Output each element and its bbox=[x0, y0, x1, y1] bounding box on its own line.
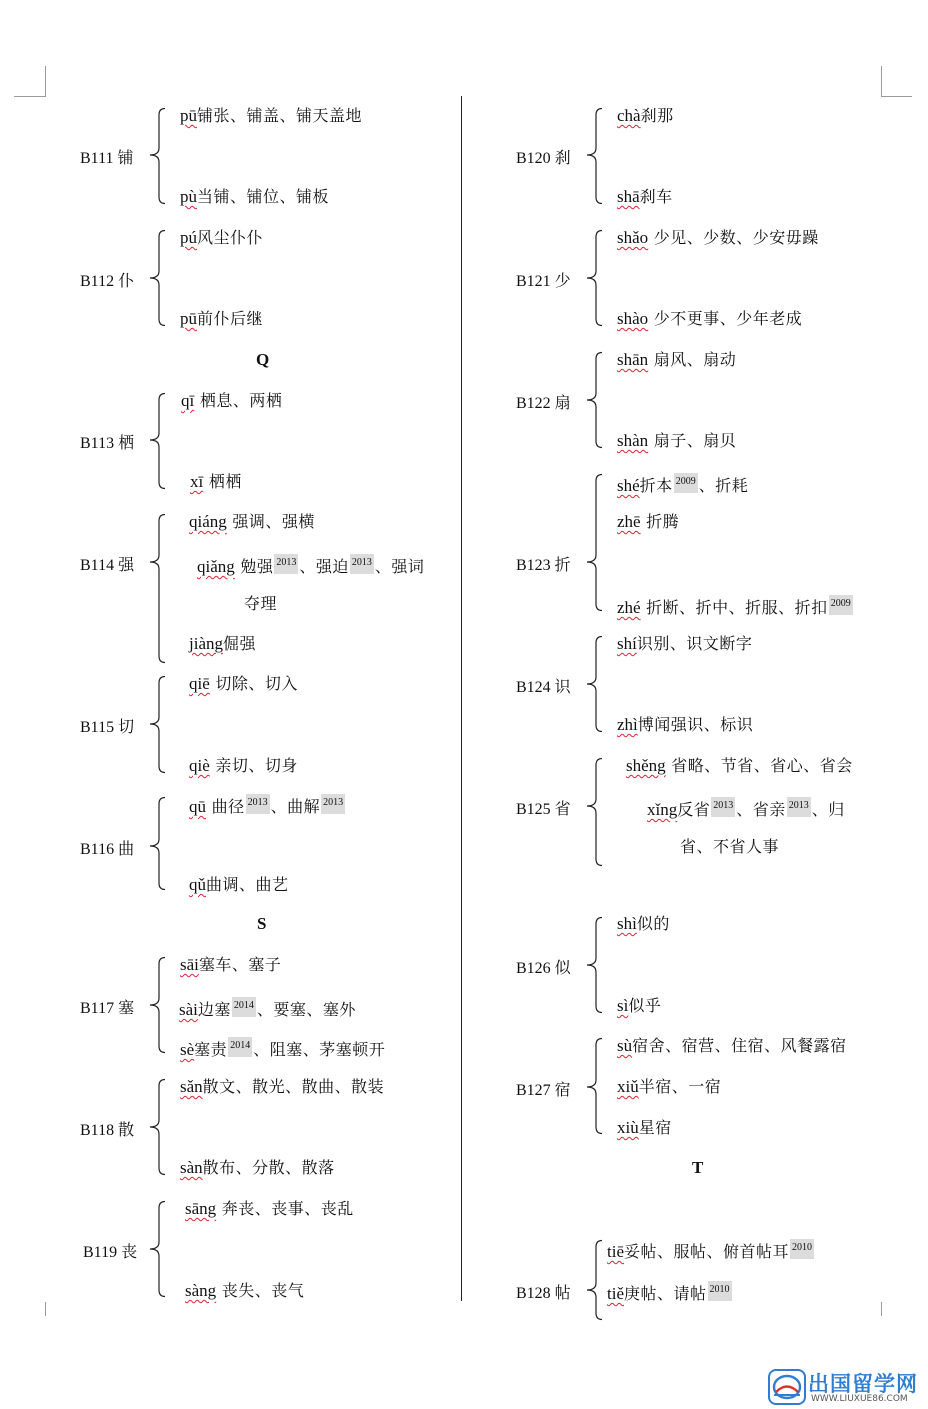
curly-brace-icon bbox=[148, 230, 166, 326]
reading-line bbox=[617, 634, 752, 654]
pinyin-reading: qī bbox=[181, 391, 195, 410]
example-words: 博闻强识、标识 bbox=[637, 715, 754, 734]
reading-line bbox=[617, 350, 736, 370]
example-words: 反省 bbox=[677, 800, 711, 819]
example-words: 亲切、切身 bbox=[209, 756, 298, 775]
example-words: 曲调、曲艺 bbox=[206, 875, 289, 894]
pinyin-reading: sài bbox=[179, 1000, 198, 1019]
example-words: 当铺、铺位、铺板 bbox=[197, 187, 330, 206]
example-words: 、省亲 bbox=[736, 800, 786, 819]
example-words: 前仆后继 bbox=[197, 309, 264, 328]
reading-line bbox=[617, 1077, 721, 1097]
pinyin-reading: sù bbox=[617, 1036, 633, 1055]
example-words: 塞责 bbox=[194, 1040, 228, 1059]
example-words: 、阻塞、茅塞顿开 bbox=[253, 1040, 386, 1059]
curly-brace-icon bbox=[585, 758, 603, 866]
reading-line bbox=[617, 914, 670, 934]
example-words: 省、不省人事 bbox=[680, 837, 780, 856]
exam-year-badge: 2013 bbox=[350, 554, 374, 574]
pinyin-reading: shào bbox=[617, 309, 649, 328]
entry-code: B122 扇 bbox=[516, 395, 571, 412]
example-words: 折断、折中、折服、折扣 bbox=[640, 598, 828, 617]
example-words: 铺张、铺盖、铺天盖地 bbox=[197, 106, 363, 125]
pinyin-reading: shān bbox=[617, 350, 649, 369]
example-words: 夺理 bbox=[244, 594, 278, 613]
pinyin-reading: pú bbox=[180, 228, 197, 247]
pinyin-reading: xiǔ bbox=[617, 1077, 639, 1096]
pinyin-reading: qiè bbox=[189, 756, 210, 775]
pinyin-reading: tiě bbox=[607, 1284, 624, 1303]
example-words: 塞车、塞子 bbox=[198, 955, 282, 974]
pinyin-reading: shì bbox=[617, 914, 637, 933]
curly-brace-icon bbox=[148, 108, 166, 204]
pinyin-reading: shàn bbox=[617, 431, 649, 450]
reading-line bbox=[180, 1077, 384, 1097]
pinyin-reading: qiǎng bbox=[197, 557, 235, 576]
entry-code: B128 帖 bbox=[516, 1285, 571, 1302]
entry-code: B123 折 bbox=[516, 557, 571, 574]
example-words: 栖栖 bbox=[203, 472, 242, 491]
example-words: 勉强 bbox=[234, 557, 274, 576]
example-words: 切除、切入 bbox=[209, 674, 298, 693]
reading-line bbox=[617, 996, 661, 1016]
crop-mark-top-right-h bbox=[881, 96, 912, 97]
crop-mark-bottom-right-v bbox=[881, 1302, 882, 1316]
entry-code: B116 曲 bbox=[80, 841, 135, 858]
reading-line bbox=[180, 955, 281, 975]
example-words: 散文、散光、散曲、散装 bbox=[202, 1077, 385, 1096]
reading-line bbox=[189, 512, 315, 532]
pinyin-reading: pū bbox=[180, 309, 197, 328]
pinyin-reading: xǐng bbox=[647, 800, 678, 819]
curly-brace-icon bbox=[585, 636, 603, 732]
pinyin-reading: xī bbox=[190, 472, 204, 491]
pinyin-reading: sāi bbox=[180, 955, 199, 974]
pinyin-reading: tiē bbox=[607, 1242, 624, 1261]
curly-brace-icon bbox=[148, 514, 166, 663]
example-words: 奔丧、丧事、丧乱 bbox=[216, 1199, 354, 1218]
example-words: 丧失、丧气 bbox=[216, 1281, 305, 1300]
reading-line bbox=[617, 1118, 672, 1138]
pinyin-reading: sàn bbox=[180, 1158, 203, 1177]
reading-line bbox=[607, 1280, 733, 1304]
example-words: 半宿、一宿 bbox=[638, 1077, 722, 1096]
example-words: 庚帖、请帖 bbox=[624, 1284, 707, 1303]
pinyin-reading: sàng bbox=[185, 1281, 217, 1300]
entry-code: B120 刹 bbox=[516, 150, 571, 167]
exam-year-badge: 2014 bbox=[232, 997, 256, 1017]
example-words: 、强词 bbox=[374, 557, 425, 576]
pinyin-reading: qiáng bbox=[189, 512, 227, 531]
example-words: 扇风、扇动 bbox=[648, 350, 737, 369]
pinyin-reading: zhì bbox=[617, 715, 638, 734]
example-words: 省略、节省、省心、省会 bbox=[665, 756, 853, 775]
curly-brace-icon bbox=[585, 1240, 603, 1320]
example-words: 边塞 bbox=[197, 1000, 231, 1019]
exam-year-badge: 2009 bbox=[674, 473, 698, 493]
example-words: 、强迫 bbox=[299, 557, 349, 576]
curly-brace-icon bbox=[585, 474, 603, 611]
reading-line bbox=[180, 228, 263, 248]
reading-line bbox=[180, 309, 263, 329]
reading-line bbox=[617, 512, 679, 532]
column-divider bbox=[461, 96, 462, 1301]
pinyin-reading: qǔ bbox=[189, 875, 206, 894]
example-words: 倔强 bbox=[223, 634, 257, 653]
example-words: 宿舍、宿营、住宿、风餐露宿 bbox=[632, 1036, 847, 1055]
exam-year-badge: 2009 bbox=[829, 595, 853, 615]
example-words: 、曲解 bbox=[270, 797, 321, 816]
entry-code: B125 省 bbox=[516, 801, 571, 818]
exam-year-badge: 2010 bbox=[790, 1239, 814, 1259]
reading-line bbox=[617, 431, 736, 451]
reading-line bbox=[617, 106, 674, 126]
curly-brace-icon bbox=[585, 1038, 603, 1134]
reading-line bbox=[617, 594, 854, 618]
entry-code: B118 散 bbox=[80, 1122, 135, 1139]
curly-brace-icon bbox=[585, 108, 603, 204]
pinyin-reading: shǎo bbox=[617, 228, 649, 247]
reading-line bbox=[189, 634, 256, 654]
section-heading-s: S bbox=[257, 914, 267, 933]
example-words: 星宿 bbox=[638, 1118, 672, 1137]
example-words: 妥帖、服帖、俯首帖耳 bbox=[624, 1242, 790, 1261]
example-words: 刹那 bbox=[640, 106, 674, 125]
reading-line bbox=[181, 391, 282, 411]
exam-year-badge: 2013 bbox=[246, 794, 270, 814]
reading-line bbox=[626, 756, 853, 776]
example-words: 似的 bbox=[636, 914, 670, 933]
exam-year-badge: 2013 bbox=[274, 554, 298, 574]
example-words: 少见、少数、少安毋躁 bbox=[648, 228, 819, 247]
watermark-title: 出国留学网 bbox=[808, 1372, 918, 1396]
exam-year-badge: 2014 bbox=[228, 1037, 252, 1057]
reading-line bbox=[189, 756, 298, 776]
globe-logo-icon bbox=[768, 1368, 806, 1406]
reading-line bbox=[180, 1158, 335, 1178]
entry-code: B126 似 bbox=[516, 960, 571, 977]
pinyin-reading: shā bbox=[617, 187, 640, 206]
pinyin-reading: qiē bbox=[189, 674, 210, 693]
entry-code: B119 丧 bbox=[83, 1244, 138, 1261]
example-words: 折本 bbox=[639, 476, 673, 495]
pinyin-reading: jiàng bbox=[189, 634, 223, 653]
section-heading-t: T bbox=[692, 1158, 704, 1177]
entry-code: B112 仆 bbox=[80, 273, 135, 290]
curly-brace-icon bbox=[585, 352, 603, 448]
pinyin-reading: shěng bbox=[626, 756, 666, 775]
crop-mark-top-left-h bbox=[14, 96, 45, 97]
entry-code: B111 铺 bbox=[80, 150, 134, 167]
pinyin-reading: sāng bbox=[185, 1199, 217, 1218]
curly-brace-icon bbox=[148, 393, 166, 489]
exam-year-badge: 2013 bbox=[321, 794, 345, 814]
entry-code: B114 强 bbox=[80, 557, 135, 574]
example-words: 少不更事、少年老成 bbox=[648, 309, 803, 328]
section-heading-q: Q bbox=[256, 350, 270, 369]
example-words: 识别、识文断字 bbox=[636, 634, 753, 653]
entry-code: B113 栖 bbox=[80, 435, 135, 452]
reading-line bbox=[189, 674, 298, 694]
reading-line bbox=[180, 106, 362, 126]
curly-brace-icon bbox=[585, 917, 603, 1013]
example-words: 折腾 bbox=[640, 512, 680, 531]
curly-brace-icon bbox=[148, 1201, 166, 1297]
crop-mark-bottom-left-v bbox=[45, 1302, 46, 1316]
example-words: 散布、分散、散落 bbox=[202, 1158, 335, 1177]
pinyin-reading: pū bbox=[180, 106, 197, 125]
reading-line bbox=[680, 837, 779, 857]
exam-year-badge: 2013 bbox=[787, 797, 811, 817]
pinyin-reading: shé bbox=[617, 476, 640, 495]
watermark bbox=[768, 1368, 926, 1406]
crop-mark-top-left-v bbox=[45, 66, 46, 97]
pinyin-reading: sǎn bbox=[180, 1077, 203, 1096]
pinyin-reading: zhē bbox=[617, 512, 641, 531]
reading-line bbox=[197, 553, 424, 577]
curly-brace-icon bbox=[148, 797, 166, 890]
example-words: 、要塞、塞外 bbox=[256, 1000, 356, 1019]
example-words: 、归 bbox=[811, 800, 845, 819]
example-words: 、折耗 bbox=[698, 476, 749, 495]
example-words: 扇子、扇贝 bbox=[648, 431, 737, 450]
example-words: 风尘仆仆 bbox=[197, 228, 264, 247]
pinyin-reading: sì bbox=[617, 996, 629, 1015]
reading-line bbox=[617, 187, 673, 207]
entry-code: B124 识 bbox=[516, 679, 571, 696]
reading-line bbox=[179, 996, 356, 1020]
reading-line bbox=[190, 472, 242, 492]
reading-line bbox=[180, 1036, 385, 1060]
example-words: 似乎 bbox=[628, 996, 662, 1015]
example-words: 强调、强横 bbox=[226, 512, 315, 531]
exam-year-badge: 2013 bbox=[711, 797, 735, 817]
reading-line bbox=[189, 793, 346, 817]
reading-line bbox=[607, 1238, 815, 1262]
reading-line bbox=[185, 1281, 304, 1301]
crop-mark-top-right-v bbox=[881, 66, 882, 97]
watermark-url: WWW.LIUXUE86.COM bbox=[811, 1394, 908, 1404]
example-words: 曲径 bbox=[206, 797, 245, 816]
reading-line bbox=[180, 187, 329, 207]
reading-line bbox=[244, 594, 277, 614]
pinyin-reading: pù bbox=[180, 187, 197, 206]
pinyin-reading: chà bbox=[617, 106, 641, 125]
curly-brace-icon bbox=[148, 957, 166, 1053]
pinyin-reading: zhé bbox=[617, 598, 641, 617]
entry-code: B115 切 bbox=[80, 719, 135, 736]
pinyin-reading: xiù bbox=[617, 1118, 639, 1137]
reading-line bbox=[189, 875, 289, 895]
pinyin-reading: sè bbox=[180, 1040, 195, 1059]
curly-brace-icon bbox=[148, 1079, 166, 1175]
curly-brace-icon bbox=[148, 676, 166, 773]
example-words: 栖息、两栖 bbox=[194, 391, 283, 410]
curly-brace-icon bbox=[585, 230, 603, 326]
reading-line bbox=[185, 1199, 354, 1219]
entry-code: B127 宿 bbox=[516, 1082, 571, 1099]
reading-line bbox=[617, 309, 802, 329]
reading-line bbox=[617, 1036, 847, 1056]
reading-line bbox=[617, 472, 748, 496]
reading-line bbox=[617, 715, 753, 735]
pinyin-reading: qū bbox=[189, 797, 206, 816]
exam-year-badge: 2010 bbox=[708, 1281, 732, 1301]
example-words: 刹车 bbox=[639, 187, 673, 206]
pinyin-reading: shí bbox=[617, 634, 637, 653]
reading-line bbox=[647, 796, 845, 820]
entry-code: B121 少 bbox=[516, 273, 571, 290]
reading-line bbox=[617, 228, 819, 248]
entry-code: B117 塞 bbox=[80, 1000, 135, 1017]
